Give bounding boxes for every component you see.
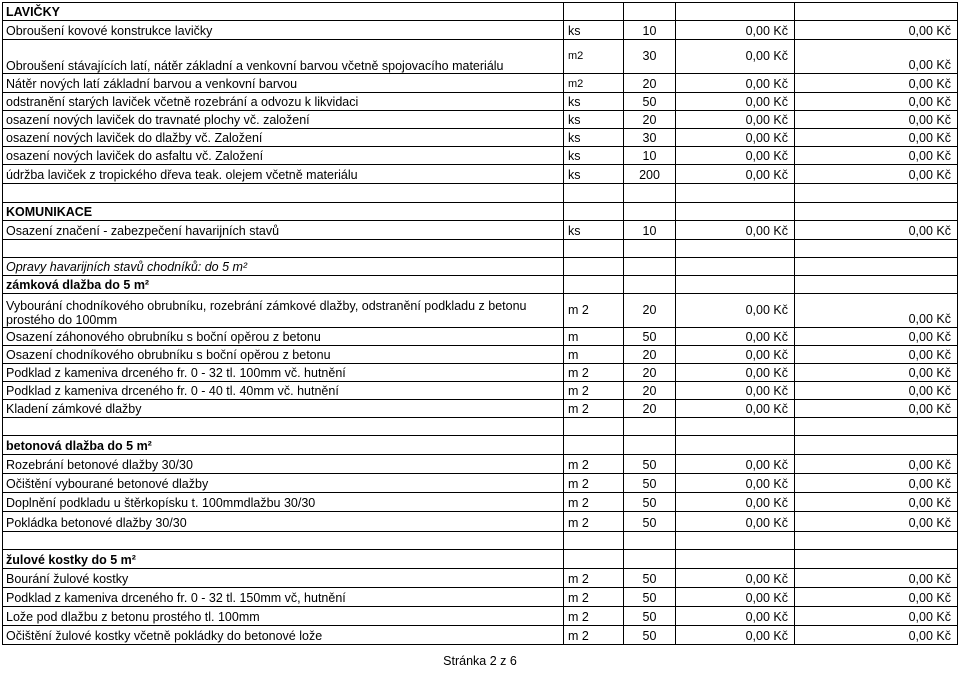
- cell-desc: betonová dlažba do 5 m²: [3, 436, 564, 455]
- table-row: [3, 129, 958, 147]
- cell-qty: 20: [624, 382, 676, 400]
- cell-qty: [624, 550, 676, 569]
- cell-desc: osazení nových laviček do asfaltu vč. Založení: [3, 147, 564, 165]
- cell-unit: [564, 184, 624, 203]
- cell-unit: ks: [564, 147, 624, 165]
- cell-unit: m2: [564, 40, 624, 74]
- cell-price: 0,00 Kč: [676, 512, 795, 532]
- cell-unit: [564, 3, 624, 21]
- table-row: [3, 346, 958, 364]
- cell-unit: [564, 532, 624, 550]
- cell-desc: Pokládka betonové dlažby 30/30: [3, 512, 564, 532]
- cell-total: [795, 203, 958, 221]
- cell-desc: Podklad z kameniva drceného fr. 0 - 32 tl. 100mm vč. hutnění: [3, 364, 564, 382]
- cell-qty: 200: [624, 165, 676, 184]
- cell-price: 0,00 Kč: [676, 569, 795, 588]
- cell-unit: m 2: [564, 512, 624, 532]
- section-header-row: [3, 203, 958, 221]
- table-row: [3, 328, 958, 346]
- table-row: [3, 364, 958, 382]
- table-row: [3, 147, 958, 165]
- cell-price: 0,00 Kč: [676, 129, 795, 147]
- cell-qty: 20: [624, 74, 676, 93]
- cell-price: [676, 418, 795, 436]
- cell-price: [676, 3, 795, 21]
- price-table: [2, 2, 958, 645]
- cell-desc: KOMUNIKACE: [3, 203, 564, 221]
- cell-total: [795, 550, 958, 569]
- cell-unit: m2: [564, 74, 624, 93]
- cell-qty: 10: [624, 147, 676, 165]
- cell-qty: 50: [624, 626, 676, 645]
- cell-price: 0,00 Kč: [676, 346, 795, 364]
- cell-price: 0,00 Kč: [676, 74, 795, 93]
- cell-unit: m 2: [564, 569, 624, 588]
- cell-qty: [624, 184, 676, 203]
- table-row: [3, 626, 958, 645]
- cell-unit: [564, 418, 624, 436]
- cell-desc: žulové kostky do 5 m²: [3, 550, 564, 569]
- cell-total: 0,00 Kč: [795, 512, 958, 532]
- table-row: [3, 455, 958, 474]
- cell-total: 0,00 Kč: [795, 346, 958, 364]
- cell-qty: 50: [624, 493, 676, 512]
- cell-desc: Osazení záhonového obrubníku s boční opěrou z betonu: [3, 328, 564, 346]
- cell-price: [676, 240, 795, 258]
- cell-unit: m: [564, 328, 624, 346]
- cell-desc: Očištění vybourané betonové dlažby: [3, 474, 564, 493]
- cell-desc: Bourání žulové kostky: [3, 569, 564, 588]
- cell-unit: [564, 240, 624, 258]
- table-row: [3, 74, 958, 93]
- section-header-row: [3, 3, 958, 21]
- cell-total: 0,00 Kč: [795, 626, 958, 645]
- cell-total: [795, 3, 958, 21]
- cell-desc: Nátěr nových latí základní barvou a venkovní barvou: [3, 74, 564, 93]
- cell-total: [795, 436, 958, 455]
- cell-total: 0,00 Kč: [795, 221, 958, 240]
- cell-price: 0,00 Kč: [676, 93, 795, 111]
- cell-desc: Kladení zámkové dlažby: [3, 400, 564, 418]
- spacer-row: [3, 240, 958, 258]
- cell-desc: osazení nových laviček do dlažby vč. Založení: [3, 129, 564, 147]
- section-header-row: [3, 276, 958, 294]
- table-row: [3, 165, 958, 184]
- cell-unit: m 2: [564, 588, 624, 607]
- cell-desc: [3, 532, 564, 550]
- cell-unit: m 2: [564, 400, 624, 418]
- cell-price: 0,00 Kč: [676, 21, 795, 40]
- cell-qty: 10: [624, 221, 676, 240]
- cell-price: 0,00 Kč: [676, 294, 795, 328]
- cell-desc: Vybourání chodníkového obrubníku, rozebrání zámkové dlažby, odstranění podkladu z betonu prostého do 100mm: [3, 294, 564, 328]
- cell-total: 0,00 Kč: [795, 129, 958, 147]
- cell-total: [795, 276, 958, 294]
- cell-desc: Lože pod dlažbu z betonu prostého tl. 100mm: [3, 607, 564, 626]
- cell-qty: [624, 418, 676, 436]
- table-row: [3, 21, 958, 40]
- cell-qty: 20: [624, 364, 676, 382]
- cell-qty: 10: [624, 21, 676, 40]
- cell-qty: 50: [624, 512, 676, 532]
- cell-price: [676, 276, 795, 294]
- cell-unit: ks: [564, 21, 624, 40]
- cell-desc: údržba laviček z tropického dřeva teak. olejem včetně materiálu: [3, 165, 564, 184]
- cell-qty: 20: [624, 111, 676, 129]
- cell-qty: 20: [624, 400, 676, 418]
- cell-total: 0,00 Kč: [795, 493, 958, 512]
- table-row: [3, 607, 958, 626]
- cell-qty: 50: [624, 93, 676, 111]
- table-row: [3, 400, 958, 418]
- cell-qty: 50: [624, 455, 676, 474]
- cell-total: 0,00 Kč: [795, 569, 958, 588]
- cell-total: 0,00 Kč: [795, 607, 958, 626]
- cell-unit: ks: [564, 111, 624, 129]
- cell-unit: ks: [564, 165, 624, 184]
- cell-qty: 50: [624, 328, 676, 346]
- cell-price: [676, 436, 795, 455]
- cell-qty: 50: [624, 474, 676, 493]
- cell-desc: Osazení značení - zabezpečení havarijních stavů: [3, 221, 564, 240]
- cell-unit: [564, 436, 624, 455]
- cell-qty: 50: [624, 588, 676, 607]
- section-header-row: [3, 436, 958, 455]
- subsection-row: [3, 258, 958, 276]
- cell-total: [795, 258, 958, 276]
- cell-qty: 30: [624, 40, 676, 74]
- table-row: [3, 493, 958, 512]
- table-row: [3, 294, 958, 328]
- cell-qty: 30: [624, 129, 676, 147]
- cell-total: 0,00 Kč: [795, 455, 958, 474]
- cell-unit: ks: [564, 93, 624, 111]
- cell-price: [676, 550, 795, 569]
- cell-desc: osazení nových laviček do travnaté plochy vč. založení: [3, 111, 564, 129]
- cell-desc: Doplnění podkladu u štěrkopísku t. 100mmdlažbu 30/30: [3, 493, 564, 512]
- cell-price: 0,00 Kč: [676, 493, 795, 512]
- cell-unit: m 2: [564, 626, 624, 645]
- cell-qty: [624, 276, 676, 294]
- cell-total: 0,00 Kč: [795, 165, 958, 184]
- cell-total: [795, 418, 958, 436]
- cell-total: 0,00 Kč: [795, 294, 958, 328]
- cell-price: 0,00 Kč: [676, 588, 795, 607]
- table-row: [3, 569, 958, 588]
- cell-desc: Rozebrání betonové dlažby 30/30: [3, 455, 564, 474]
- cell-price: 0,00 Kč: [676, 455, 795, 474]
- cell-total: 0,00 Kč: [795, 21, 958, 40]
- cell-desc: Opravy havarijních stavů chodníků: do 5 m²: [3, 258, 564, 276]
- table-row: [3, 382, 958, 400]
- cell-total: 0,00 Kč: [795, 364, 958, 382]
- cell-price: 0,00 Kč: [676, 626, 795, 645]
- cell-total: 0,00 Kč: [795, 74, 958, 93]
- table-row: [3, 221, 958, 240]
- cell-unit: m 2: [564, 493, 624, 512]
- cell-total: 0,00 Kč: [795, 400, 958, 418]
- cell-price: 0,00 Kč: [676, 382, 795, 400]
- cell-qty: [624, 258, 676, 276]
- cell-unit: m 2: [564, 294, 624, 328]
- cell-price: 0,00 Kč: [676, 328, 795, 346]
- cell-unit: ks: [564, 129, 624, 147]
- table-row: [3, 111, 958, 129]
- cell-price: 0,00 Kč: [676, 111, 795, 129]
- cell-qty: [624, 532, 676, 550]
- cell-unit: m 2: [564, 455, 624, 474]
- cell-total: 0,00 Kč: [795, 474, 958, 493]
- cell-qty: 50: [624, 607, 676, 626]
- cell-qty: 50: [624, 569, 676, 588]
- cell-desc: [3, 240, 564, 258]
- cell-price: 0,00 Kč: [676, 165, 795, 184]
- table-row: [3, 474, 958, 493]
- cell-desc: Očištění žulové kostky včetně pokládky do betonové lože: [3, 626, 564, 645]
- cell-desc: Osazení chodníkového obrubníku s boční opěrou z betonu: [3, 346, 564, 364]
- cell-qty: [624, 240, 676, 258]
- cell-desc: Podklad z kameniva drceného fr. 0 - 40 tl. 40mm vč. hutnění: [3, 382, 564, 400]
- cell-qty: 20: [624, 294, 676, 328]
- cell-desc: [3, 418, 564, 436]
- cell-unit: [564, 203, 624, 221]
- spacer-row: [3, 418, 958, 436]
- cell-desc: LAVIČKY: [3, 3, 564, 21]
- cell-total: 0,00 Kč: [795, 93, 958, 111]
- cell-unit: m 2: [564, 607, 624, 626]
- cell-total: 0,00 Kč: [795, 111, 958, 129]
- cell-unit: m 2: [564, 474, 624, 493]
- cell-price: [676, 184, 795, 203]
- cell-price: 0,00 Kč: [676, 364, 795, 382]
- spacer-row: [3, 532, 958, 550]
- cell-unit: m 2: [564, 382, 624, 400]
- cell-unit: [564, 550, 624, 569]
- cell-price: [676, 532, 795, 550]
- cell-price: 0,00 Kč: [676, 607, 795, 626]
- spacer-row: [3, 184, 958, 203]
- table-row: [3, 588, 958, 607]
- cell-total: [795, 184, 958, 203]
- cell-price: [676, 258, 795, 276]
- cell-qty: [624, 3, 676, 21]
- cell-price: [676, 203, 795, 221]
- cell-unit: m: [564, 346, 624, 364]
- cell-unit: ks: [564, 221, 624, 240]
- cell-desc: Podklad z kameniva drceného fr. 0 - 32 tl. 150mm vč, hutnění: [3, 588, 564, 607]
- cell-price: 0,00 Kč: [676, 147, 795, 165]
- cell-price: 0,00 Kč: [676, 40, 795, 74]
- cell-desc: [3, 184, 564, 203]
- cell-price: 0,00 Kč: [676, 221, 795, 240]
- table-row: [3, 512, 958, 532]
- cell-total: [795, 532, 958, 550]
- cell-desc: odstranění starých laviček včetně rozebrání a odvozu k likvidaci: [3, 93, 564, 111]
- table-row: [3, 40, 958, 74]
- page-number: Stránka 2 z 6: [443, 654, 517, 668]
- cell-total: 0,00 Kč: [795, 328, 958, 346]
- cell-total: [795, 240, 958, 258]
- cell-total: 0,00 Kč: [795, 147, 958, 165]
- cell-total: 0,00 Kč: [795, 588, 958, 607]
- cell-qty: [624, 203, 676, 221]
- cell-total: 0,00 Kč: [795, 40, 958, 74]
- cell-unit: [564, 276, 624, 294]
- cell-price: 0,00 Kč: [676, 400, 795, 418]
- table-row: [3, 93, 958, 111]
- section-header-row: [3, 550, 958, 569]
- cell-price: 0,00 Kč: [676, 474, 795, 493]
- cell-unit: m 2: [564, 364, 624, 382]
- cell-total: 0,00 Kč: [795, 382, 958, 400]
- cell-desc: Obroušení stávajících latí, nátěr základní a venkovní barvou včetně spojovacího materiálu: [3, 40, 564, 74]
- cell-desc: Obroušení kovové konstrukce lavičky: [3, 21, 564, 40]
- cell-qty: 20: [624, 346, 676, 364]
- cell-unit: [564, 258, 624, 276]
- cell-desc: zámková dlažba do 5 m²: [3, 276, 564, 294]
- cell-qty: [624, 436, 676, 455]
